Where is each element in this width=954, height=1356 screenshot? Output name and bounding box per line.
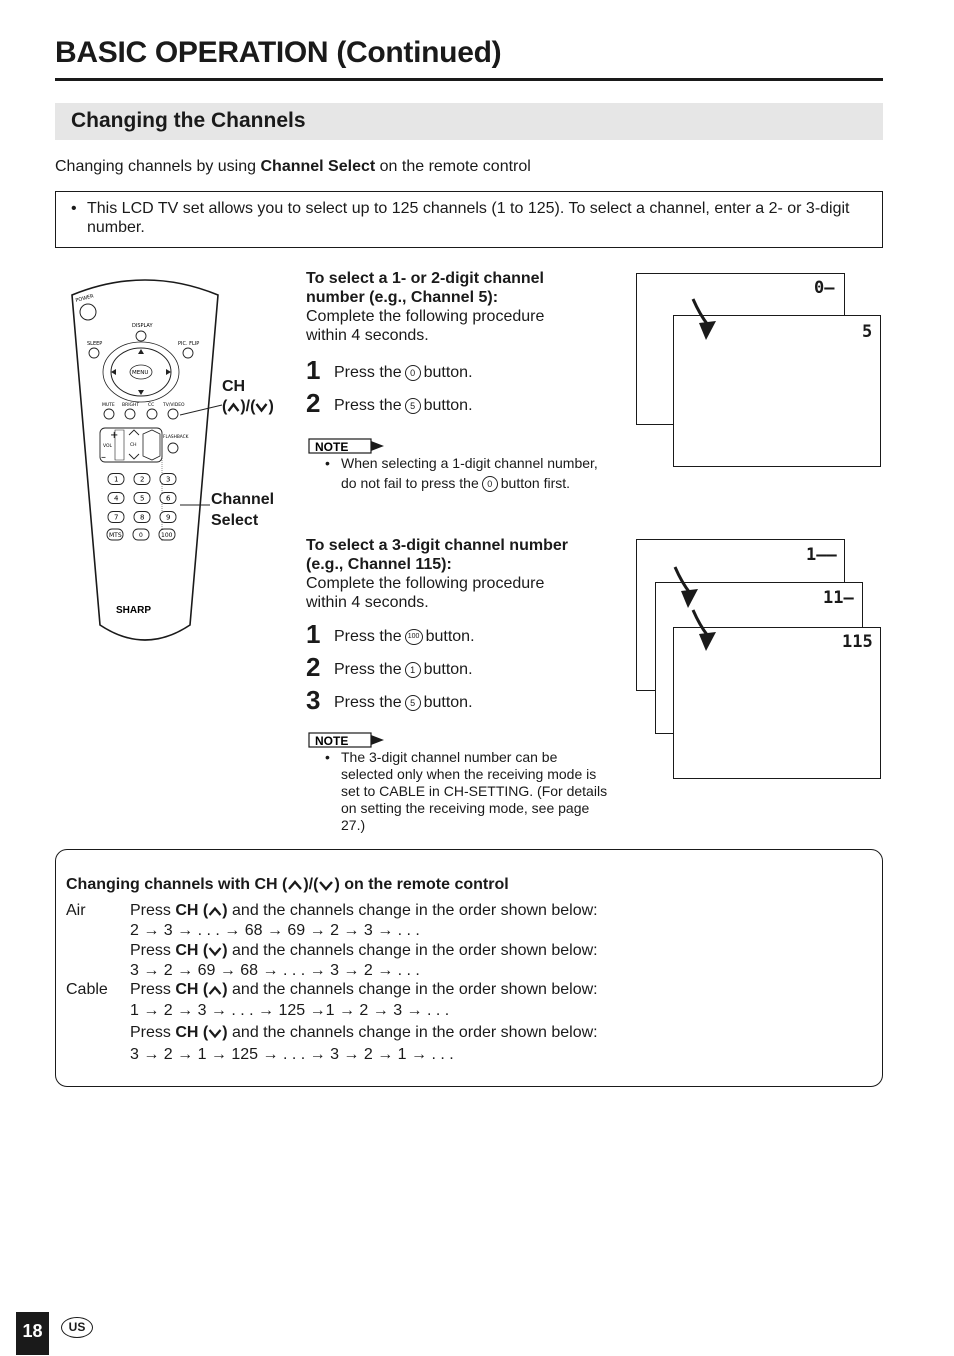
note-badge-icon <box>308 438 386 454</box>
step-text: Press the 1 button. <box>334 661 473 678</box>
keypad-key-label: 6 <box>166 494 171 503</box>
channel-display: 1–– <box>806 545 837 565</box>
three-digit-heading: To select a 3-digit channel number (e.g., Channel 115): Complete the following procedure within 4 seconds. <box>306 537 568 611</box>
svg-text:FLASHBACK: FLASHBACK <box>163 435 189 440</box>
svg-text:DISPLAY: DISPLAY <box>132 323 153 329</box>
region-badge: US <box>61 1317 93 1338</box>
brand-logo: SHARP <box>116 605 152 616</box>
step-text: Press the 100 button. <box>334 628 475 645</box>
chevron-up-icon <box>208 985 222 996</box>
keypad-key-label: 3 <box>166 475 171 484</box>
step-number: 3 <box>306 685 321 715</box>
chevron-down-icon <box>318 879 334 891</box>
keypad-key-label: 9 <box>166 513 171 522</box>
cable-up-line: Press CH ( ) and the channels change in the order shown below: <box>130 981 598 998</box>
keypad-key-label: 8 <box>140 513 145 522</box>
air-up-sequence: 2 → 3 → . . . → 68 → 69 → 2 → 3 → . . . <box>130 922 420 939</box>
transition-arrow-icon <box>690 608 720 654</box>
note-bullet: • <box>325 749 330 765</box>
cable-down-sequence: 3 → 2 → 1 → 125 → . . . → 3 → 2 → 1 → . . . <box>130 1046 454 1063</box>
page-title: BASIC OPERATION (Continued) <box>55 36 502 69</box>
svg-text:CH: CH <box>130 443 137 448</box>
ch-change-title: Changing channels with CH ( )/( ) on the remote control <box>66 876 509 893</box>
svg-text:100: 100 <box>161 532 173 539</box>
note-badge-icon <box>308 732 386 748</box>
transition-arrow-icon <box>690 297 720 343</box>
two-digit-heading: To select a 1- or 2-digit channel number (e.g., Channel 5): Complete the following procedure within 4 seconds. <box>306 270 545 344</box>
step-text: Press the 5 button. <box>334 397 473 414</box>
keypad-key-label: 2 <box>140 475 145 484</box>
chevron-up-icon <box>208 906 222 917</box>
step-number: 2 <box>306 652 321 682</box>
svg-text:MTS: MTS <box>109 532 122 539</box>
remote-key-icon: 1 <box>405 662 421 678</box>
svg-text:PIC. FLIP: PIC. FLIP <box>178 341 200 347</box>
keypad-key-label: 1 <box>114 475 119 484</box>
remote-key-icon: 5 <box>405 398 421 414</box>
remote-key-icon: 0 <box>405 365 421 381</box>
air-down-line: Press CH ( ) and the channels change in the order shown below: <box>130 942 598 959</box>
remote-key-icon: 5 <box>405 695 421 711</box>
svg-text:–: – <box>101 452 106 463</box>
chevron-down-icon <box>208 1028 222 1039</box>
section-title: Changing the Channels <box>71 109 306 132</box>
step-text: Press the 5 button. <box>334 694 473 711</box>
step-number: 1 <box>306 355 321 385</box>
ch-callout-label: CH ( )/( ) <box>222 378 274 415</box>
svg-text:POWER: POWER <box>74 293 95 304</box>
svg-text:MENU: MENU <box>132 370 149 376</box>
remote-key-icon: 0 <box>482 476 498 492</box>
title-rule <box>55 78 883 81</box>
cable-label: Cable <box>66 981 108 998</box>
svg-text:VOL: VOL <box>103 444 113 449</box>
keypad-key-label: 7 <box>114 513 119 522</box>
step-number: 1 <box>306 619 321 649</box>
info-text: • This LCD TV set allows you to select up to 125 channels (1 to 125). To select a channel, enter a 2- or 3-digit number. <box>71 200 850 236</box>
channel-display: 5 <box>862 322 873 342</box>
svg-text:+: + <box>110 430 119 441</box>
svg-text:BRIGHT: BRIGHT <box>122 403 140 408</box>
svg-text:NOTE: NOTE <box>315 440 349 454</box>
svg-text:CC: CC <box>148 403 155 408</box>
chevron-down-icon <box>208 946 222 957</box>
keypad-key-label: 5 <box>140 494 145 503</box>
note-text: The 3-digit channel number can be selected only when the receiving mode is set to CABLE in CH-SETTING. (For details on setting the receiving mode, see page 27.) <box>341 749 608 833</box>
air-label: Air <box>66 902 86 919</box>
chevron-down-icon <box>255 402 268 413</box>
svg-text:0: 0 <box>139 532 143 539</box>
cable-up-sequence: 1 → 2 → 3 → . . . → 125 →1 → 2 → 3 → . . . <box>130 1002 450 1019</box>
svg-text:MUTE: MUTE <box>102 403 115 408</box>
chevron-up-icon <box>227 402 240 413</box>
intro-text: Changing channels by using Channel Select on the remote control <box>55 158 531 175</box>
cable-down-line: Press CH ( ) and the channels change in the order shown below: <box>130 1024 598 1041</box>
step-text: Press the 0 button. <box>334 364 473 381</box>
remote-key-icon: 100 <box>405 629 423 645</box>
transition-arrow-icon <box>672 565 702 611</box>
note-bullet: • <box>325 455 330 471</box>
numeric-keypad <box>108 474 176 523</box>
svg-text:TV/VIDEO: TV/VIDEO <box>163 403 185 408</box>
step-number: 2 <box>306 388 321 418</box>
channel-display: 11– <box>823 588 854 608</box>
channel-display: 115 <box>842 632 873 652</box>
air-down-sequence: 3 → 2 → 69 → 68 → . . . → 3 → 2 → . . . <box>130 962 420 979</box>
page-number: 18 <box>16 1312 49 1355</box>
air-up-line: Press CH ( ) and the channels change in the order shown below: <box>130 902 598 919</box>
channel-select-label: Channel Select <box>211 491 275 529</box>
chevron-up-icon <box>287 879 303 891</box>
channel-display: 0– <box>814 278 835 298</box>
svg-text:SLEEP: SLEEP <box>87 341 103 347</box>
svg-text:NOTE: NOTE <box>315 734 349 748</box>
note-text: When selecting a 1-digit channel number, do not fail to press the 0 button first. <box>341 455 598 491</box>
keypad-key-label: 4 <box>114 494 119 503</box>
